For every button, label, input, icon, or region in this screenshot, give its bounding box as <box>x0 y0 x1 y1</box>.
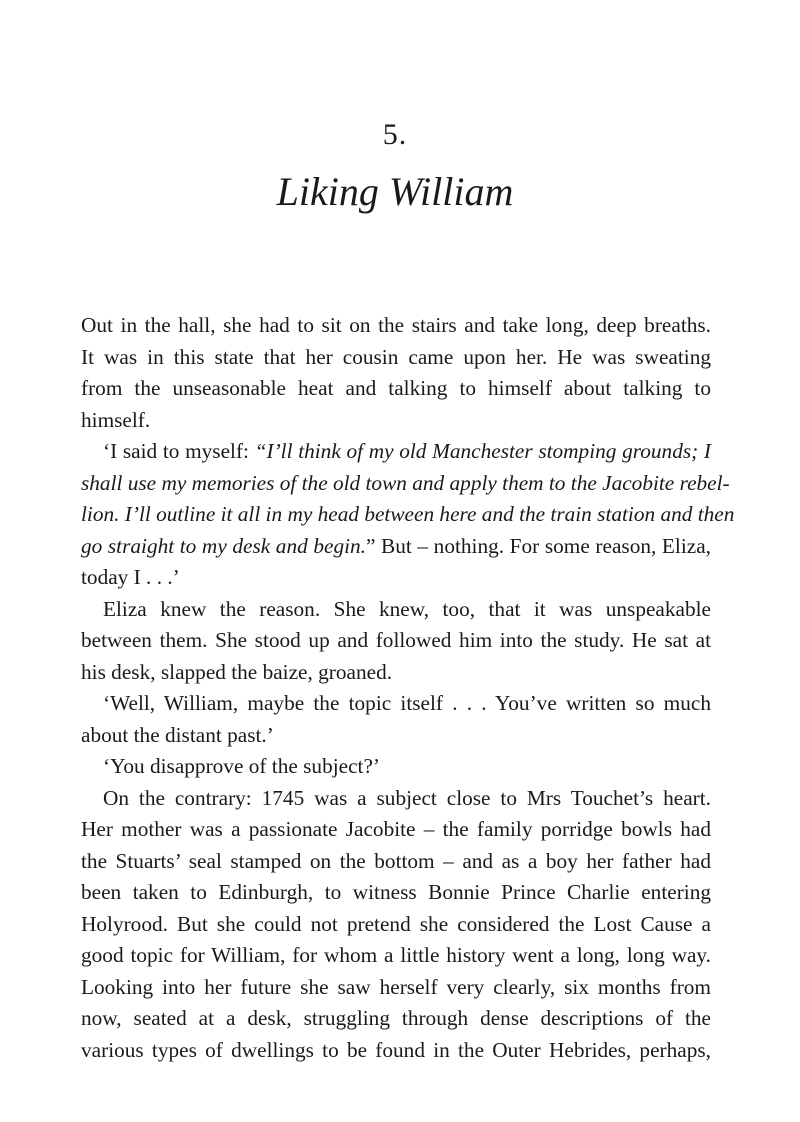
text-line: various types of dwellings to be found in the Outer Hebrides, perhaps, <box>81 1037 711 1062</box>
text-run: ‘I said to myself: <box>103 439 255 463</box>
text-line: now, seated at a desk, struggling through dense descriptions of the <box>81 1006 711 1030</box>
text-line: good topic for William, for whom a little history went a long, long way. <box>81 943 711 967</box>
italic-line: shall use my memories of the old town and apply them to the Jacobite rebel- <box>81 470 730 495</box>
text-line: Looking into her future she saw herself very clearly, six months from <box>81 974 711 999</box>
italic-line: lion. I’ll outline it all in my head between here and the train station and then <box>81 502 735 526</box>
text-line: ‘You disapprove of the subject?’ <box>103 754 381 778</box>
text-run: ” But – nothing. For some reason, Eliza, <box>366 533 711 558</box>
text-line: the Stuarts’ seal stamped on the bottom – and as a boy her father had <box>81 848 711 873</box>
chapter-number: 5. <box>382 118 408 151</box>
text-line: between them. She stood up and followed him into the study. He sat at <box>81 628 711 652</box>
text-line: Holyrood. But she could not pretend she considered the Lost Cause a <box>81 911 711 936</box>
text-line: Out in the hall, she had to sit on the stairs and take long, deep breaths. <box>81 313 711 337</box>
text-line: himself. <box>81 407 151 432</box>
text-line: Eliza knew the reason. She knew, too, that it was unspeakable <box>103 596 711 621</box>
italic-run: go straight to my desk and begin. <box>81 533 366 558</box>
italic-run: “I’ll think of my old Manchester stomping grounds; I <box>254 439 711 463</box>
text-line: from the unseasonable heat and talking to himself about talking to <box>81 376 711 400</box>
text-line: Her mother was a passionate Jacobite – the family porridge bowls had <box>81 817 711 841</box>
text-line: It was in this state that her cousin came upon her. He was sweating <box>81 344 711 369</box>
text-line: On the contrary: 1745 was a subject close to Mrs Touchet’s heart. <box>103 785 711 810</box>
text-line: been taken to Edinburgh, to witness Bonnie Prince Charlie entering <box>81 880 711 904</box>
chapter-body <box>81 310 735 1066</box>
text-line <box>81 531 711 563</box>
chapter-title: Liking William <box>276 169 514 214</box>
text-line: his desk, slapped the baize, groaned. <box>81 659 393 684</box>
text-line: about the distant past.’ <box>81 722 274 747</box>
text-line: ‘Well, William, maybe the topic itself . . . You’ve written so much <box>103 691 711 715</box>
text-line: today I . . .’ <box>81 565 180 589</box>
text-line <box>81 436 711 468</box>
